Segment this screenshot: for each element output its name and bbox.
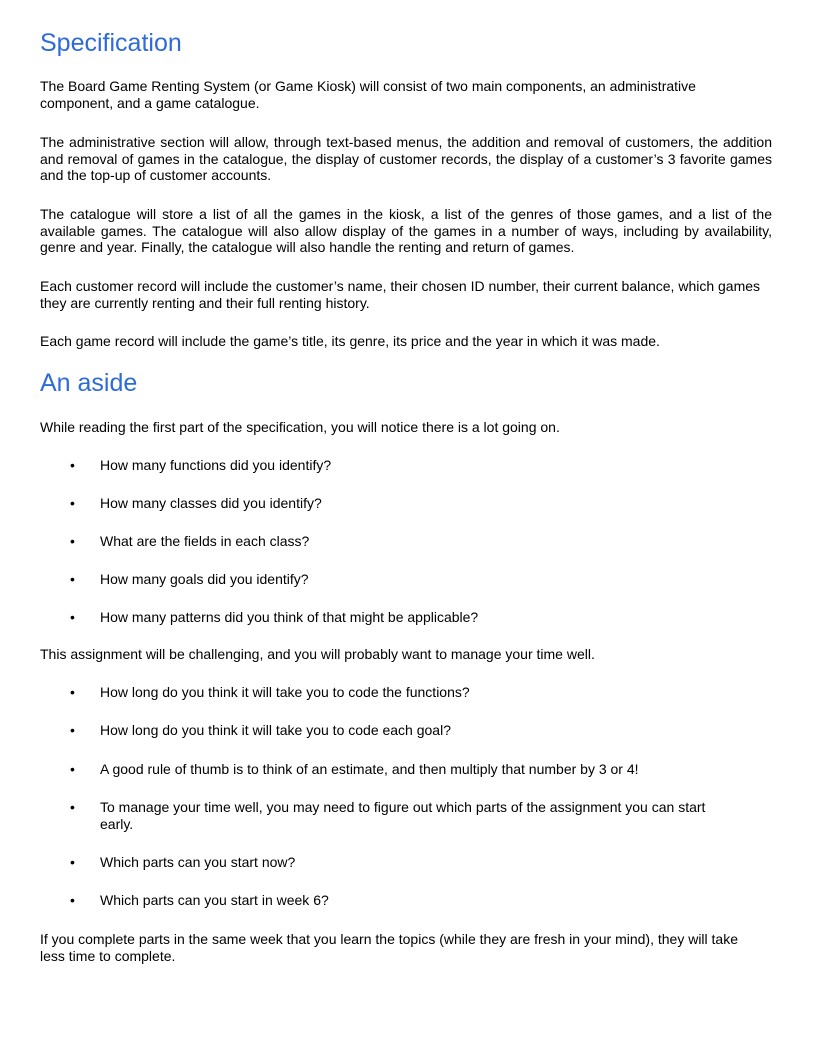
bullet-icon: • xyxy=(70,609,75,625)
list-item: • Which parts can you start in week 6? xyxy=(70,892,329,908)
list-item: • A good rule of thumb is to think of an estimate, and then multiply that number by 3 or 4! xyxy=(70,761,639,777)
bullet-icon: • xyxy=(70,892,75,908)
list-item: • How many functions did you identify? xyxy=(70,457,332,473)
list-item: • What are the fields in each class? xyxy=(70,533,310,549)
list-item: • To manage your time well, you may need to figure out which parts of the assignment you can start early. xyxy=(70,799,706,832)
bullet-icon: • xyxy=(70,495,75,511)
bullet-icon: • xyxy=(70,854,75,870)
bullet-icon: • xyxy=(70,722,75,738)
bullet-icon: • xyxy=(70,533,75,549)
aside-middle: This assignment will be challenging, and you will probably want to manage your time well. xyxy=(40,646,595,662)
bullet-icon: • xyxy=(70,571,75,587)
bullet-icon: • xyxy=(70,799,75,815)
list-item: • How long do you think it will take you to code each goal? xyxy=(70,722,451,738)
paragraph-game-record: Each game record will include the game’s title, its genre, its price and the year in which it was made. xyxy=(40,333,660,349)
paragraph-customer-record: Each customer record will include the customer’s name, their chosen ID number, their current balance, which games they are currently renting and their full renting history. xyxy=(40,278,761,311)
aside-heading: An aside xyxy=(40,369,138,397)
bullet-icon: • xyxy=(70,684,75,700)
specification-heading: Specification xyxy=(40,29,182,57)
aside-intro: While reading the first part of the specification, you will notice there is a lot going on. xyxy=(40,419,560,435)
bullet-icon: • xyxy=(70,457,75,473)
list-item: • How many goals did you identify? xyxy=(70,571,309,587)
bullet-icon: • xyxy=(70,761,75,777)
paragraph-components: The Board Game Renting System (or Game Kiosk) will consist of two main components, an administrative component, and a game catalogue. xyxy=(40,78,696,111)
list-item: • Which parts can you start now? xyxy=(70,854,296,870)
list-item: • How many classes did you identify? xyxy=(70,495,322,511)
list-item: • How many patterns did you think of that might be applicable? xyxy=(70,609,479,625)
aside-closing: If you complete parts in the same week that you learn the topics (while they are fresh in your mind), they will take less time to complete. xyxy=(40,931,738,964)
paragraph-administrative: The administrative section will allow, through text-based menus, the addition and removal of customers, the addition and removal of games in the catalogue, the display of customer records, the display of a customer’s 3 favorite games and the top-up of customer accounts. xyxy=(40,134,772,183)
list-item: • How long do you think it will take you to code the functions? xyxy=(70,684,470,700)
paragraph-catalogue: The catalogue will store a list of all the games in the kiosk, a list of the genres of those games, and a list of the available games. The catalogue will also allow display of the games in a number of ways, including by availability, genre and year. Finally, the catalogue will also handle the renting and return of games. xyxy=(40,206,772,255)
